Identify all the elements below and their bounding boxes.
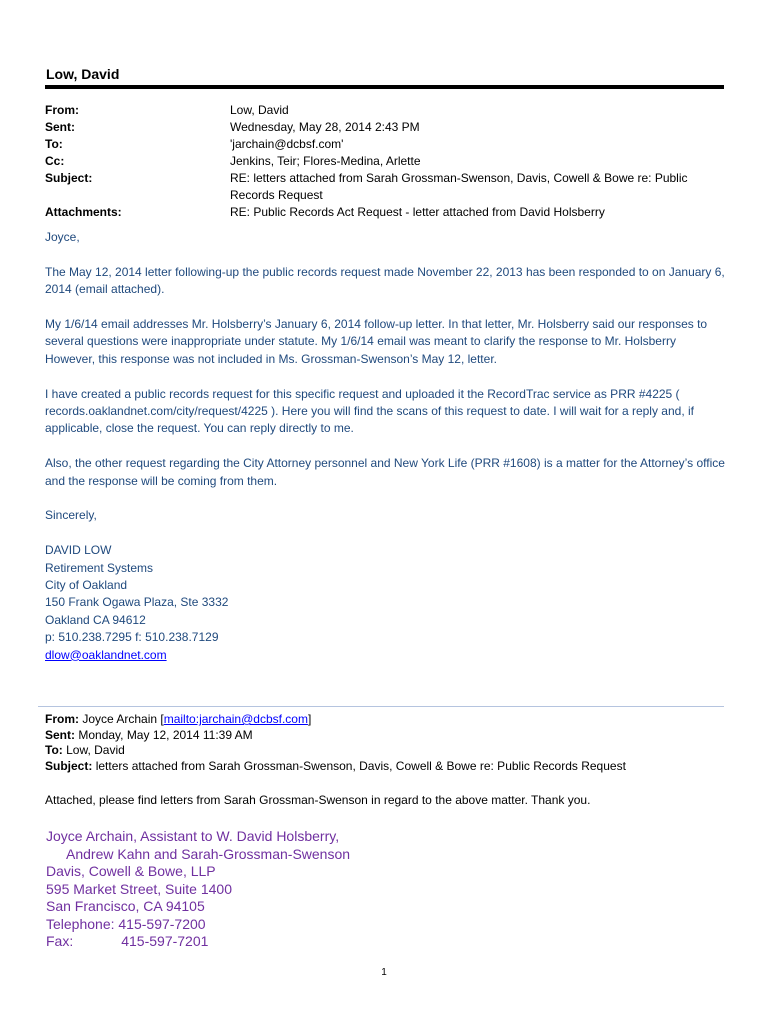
sender-signature bbox=[46, 828, 726, 951]
greeting: Joyce, bbox=[45, 230, 80, 244]
header-value: Jenkins, Teir; Flores-Medina, Arlette bbox=[230, 154, 421, 168]
header-label: Subject: bbox=[45, 171, 93, 185]
mailto-link[interactable]: mailto:jarchain@dcbsf.com bbox=[163, 712, 308, 726]
header-cc bbox=[45, 153, 725, 170]
header-label: Sent: bbox=[45, 120, 75, 134]
signature-email-link[interactable]: dlow@oaklandnet.com bbox=[45, 647, 167, 662]
body-paragraph: My 1/6/14 email addresses Mr. Holsberry’s January 6, 2014 follow-up letter. In that letter, Mr. Holsberry said our responses to several questions were inappropriate under statute. My 1/6/14 email was meant to clarify the response to Mr. Holsberry However, this response was not included in Ms. Grossman-Swenson’s May 12, letter. bbox=[45, 317, 708, 366]
sender-signature-line: Davis, Cowell & Bowe, LLP bbox=[46, 863, 216, 879]
header-label: Attachments: bbox=[45, 205, 122, 219]
sender-signature-line: Andrew Kahn and Sarah-Grossman-Swenson bbox=[66, 845, 351, 862]
fax-label: Fax: bbox=[46, 933, 74, 949]
forwarded-label: To: bbox=[45, 743, 63, 758]
email-body bbox=[45, 229, 725, 664]
forwarded-sent-value: Monday, May 12, 2014 11:39 AM bbox=[78, 727, 253, 742]
header-to bbox=[45, 136, 725, 153]
header-sent bbox=[45, 119, 725, 136]
header-label: To: bbox=[45, 137, 63, 151]
forwarded-to-value: Low, David bbox=[66, 743, 125, 758]
sender-signature-line: San Francisco, CA 94105 bbox=[46, 898, 205, 914]
attached-note: Attached, please find letters from Sarah Grossman-Swenson in regard to the above matter. Thank you. bbox=[45, 793, 591, 807]
header-rule bbox=[45, 85, 724, 89]
closing: Sincerely, bbox=[45, 508, 97, 523]
header-label: From: bbox=[45, 103, 79, 117]
signature-line: p: 510.238.7295 f: 510.238.7129 bbox=[45, 630, 219, 645]
header-label: Cc: bbox=[45, 154, 65, 168]
fax-number: 415-597-7201 bbox=[121, 933, 209, 949]
header-value: 'jarchain@dcbsf.com' bbox=[230, 137, 344, 151]
header-from bbox=[45, 102, 725, 119]
forwarded-header bbox=[45, 712, 725, 774]
signature-block bbox=[45, 542, 725, 664]
forwarded-label: From: bbox=[45, 712, 79, 726]
forwarded-subject bbox=[45, 759, 725, 775]
forwarded-to bbox=[45, 743, 725, 759]
forwarded-from bbox=[45, 712, 725, 728]
header-value: RE: Public Records Act Request - letter attached from David Holsberry bbox=[230, 205, 605, 219]
body-paragraph: Also, the other request regarding the City Attorney personnel and New York Life (PRR #1608) is a matter for the Attorney’s office and the response will be coming from them. bbox=[45, 456, 725, 488]
header-attachments bbox=[45, 204, 725, 221]
sender-telephone: Telephone: 415-597-7200 bbox=[46, 915, 206, 932]
signature-line: 150 Frank Ogawa Plaza, Ste 3332 bbox=[45, 595, 229, 610]
body-paragraph: The May 12, 2014 letter following-up the public records request made November 22, 2013 has been responded to on January 6, 2014 (email attached). bbox=[45, 264, 725, 297]
page-number: 1 bbox=[381, 967, 387, 978]
email-header bbox=[45, 102, 725, 221]
header-value: RE: letters attached from Sarah Grossman-Swenson, Davis, Cowell & Bowe re: Public Records Request bbox=[230, 171, 688, 202]
signature-line: DAVID LOW bbox=[45, 543, 112, 558]
signature-line: Oakland CA 94612 bbox=[45, 612, 146, 627]
forwarded-sent bbox=[45, 728, 725, 744]
forwarded-label: Sent: bbox=[45, 727, 75, 742]
sender-signature-line: Joyce Archain, Assistant to W. David Holsberry, bbox=[46, 828, 340, 844]
header-value: Low, David bbox=[230, 103, 289, 117]
header-subject bbox=[45, 170, 725, 204]
mailbox-owner: Low, David bbox=[46, 66, 120, 82]
signature-line: City of Oakland bbox=[45, 578, 128, 593]
signature-line: Retirement Systems bbox=[45, 560, 154, 575]
sender-signature-line: 595 Market Street, Suite 1400 bbox=[46, 880, 232, 897]
forwarded-subject-value: letters attached from Sarah Grossman-Swenson, Davis, Cowell & Bowe re: Public Records Request bbox=[95, 758, 626, 773]
body-paragraph: I have created a public records request for this specific request and uploaded it the RecordTrac service as PRR #4225 ( records.oaklandnet.com/city/request/4225 ). Here you will find the scans of this request to date. I will wait for a reply and, if applicable, close the request. You can reply directly to me. bbox=[45, 386, 694, 436]
forwarded-from-name: Joyce Archain [ bbox=[82, 712, 164, 726]
forward-separator bbox=[38, 706, 724, 707]
header-value: Wednesday, May 28, 2014 2:43 PM bbox=[230, 120, 420, 134]
forwarded-label: Subject: bbox=[45, 758, 93, 773]
sender-fax bbox=[46, 933, 726, 951]
forwarded-from-end: ] bbox=[307, 712, 312, 726]
